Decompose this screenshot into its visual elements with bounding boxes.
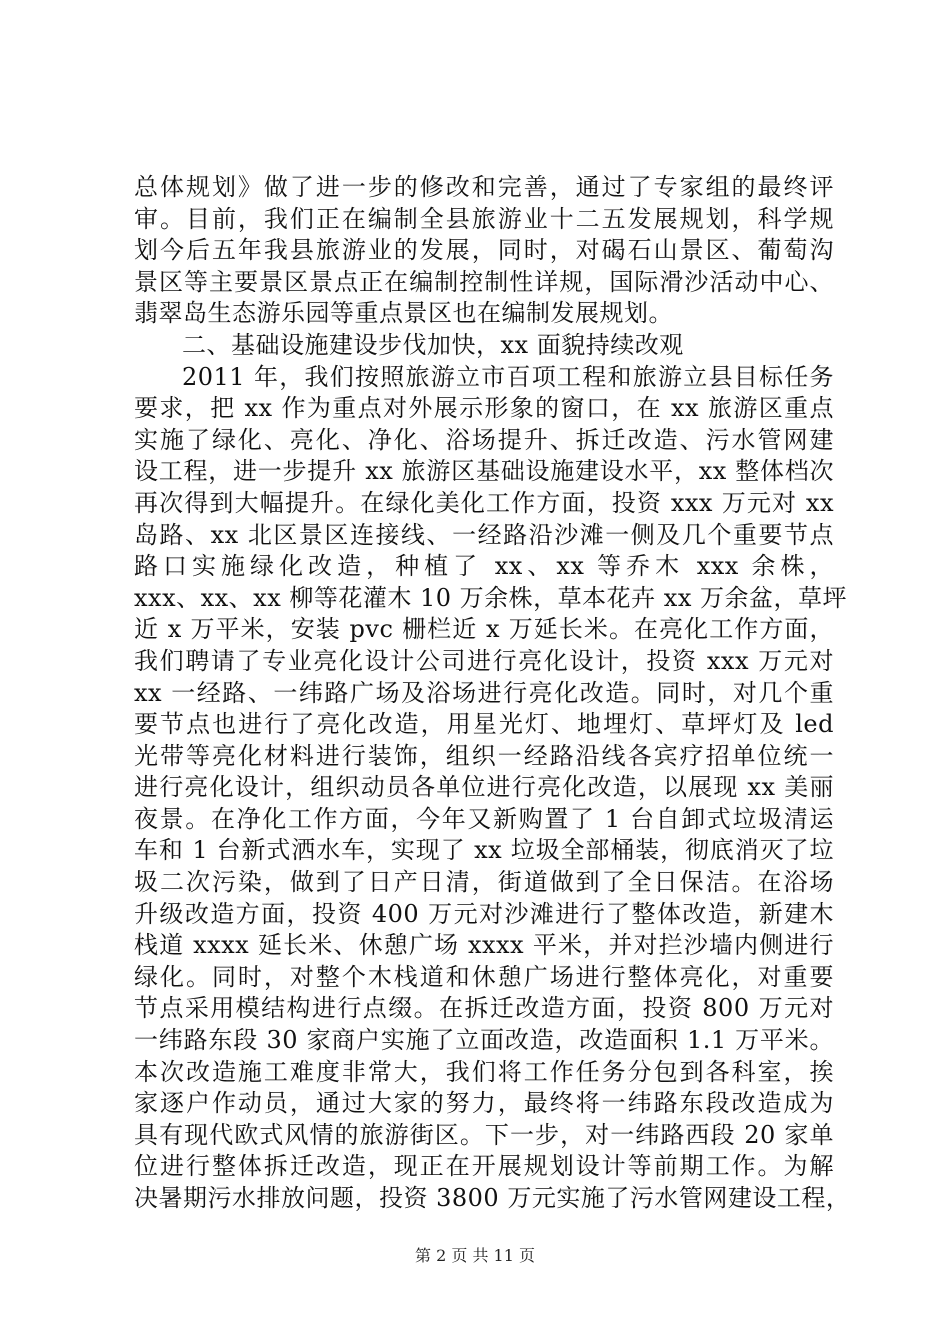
text-line: 近 x 万平米，安装 pvc 栅栏近 x 万延长米。在亮化工作方面， bbox=[134, 615, 834, 644]
text-line: 再次得到大幅提升。在绿化美化工作方面，投资 xxx 万元对 xx bbox=[134, 488, 834, 517]
page-number-footer: 第 2 页 共 11 页 bbox=[415, 1246, 535, 1265]
text-line: 路口实施绿化改造，种植了 xx、xx 等乔木 xxx 余株， bbox=[134, 552, 834, 581]
section-heading: 二、基础设施建设步伐加快，xx 面貌持续改观 bbox=[182, 330, 684, 359]
text-line: 夜景。在净化工作方面，今年又新购置了 1 台自卸式垃圾清运 bbox=[134, 804, 834, 833]
text-line: 车和 1 台新式洒水车，实现了 xx 垃圾全部桶装，彻底消灭了垃 bbox=[134, 836, 834, 865]
text-line: 要求，把 xx 作为重点对外展示形象的窗口，在 xx 旅游区重点 bbox=[134, 394, 834, 423]
text-line: 我们聘请了专业亮化设计公司进行亮化设计，投资 xxx 万元对 bbox=[134, 646, 834, 675]
text-line: 决暑期污水排放问题，投资 3800 万元实施了污水管网建设工程， bbox=[134, 1184, 851, 1212]
text-line: 要节点也进行了亮化改造，用星光灯、地埋灯、草坪灯及 led bbox=[134, 710, 834, 739]
text-line: 本次改造施工难度非常大，我们将工作任务分包到各科室，挨 bbox=[134, 1057, 834, 1086]
document-body bbox=[134, 172, 851, 1215]
text-line: 家逐户作动员，通过大家的努力，最终将一纬路东段改造成为 bbox=[134, 1089, 834, 1118]
text-line: 圾二次污染，做到了日产日清，街道做到了全日保洁。在浴场 bbox=[134, 868, 834, 897]
text-line: 审。目前，我们正在编制全县旅游业十二五发展规划，科学规 bbox=[134, 204, 834, 233]
text-line: 岛路、xx 北区景区连接线、一经路沿沙滩一侧及几个重要节点 bbox=[134, 520, 834, 549]
text-line: 升级改造方面，投资 400 万元对沙滩进行了整体改造，新建木 bbox=[134, 899, 834, 928]
text-line: 景区等主要景区景点正在编制控制性详规，国际滑沙活动中心、 bbox=[134, 267, 834, 296]
text-line: 绿化。同时，对整个木栈道和休憩广场进行整体亮化，对重要 bbox=[134, 962, 834, 991]
text-line: 一纬路东段 30 家商户实施了立面改造，改造面积 1.1 万平米。 bbox=[134, 1026, 834, 1055]
text-line: 实施了绿化、亮化、净化、浴场提升、拆迁改造、污水管网建 bbox=[134, 425, 834, 454]
text-line: 进行亮化设计，组织动员各单位进行亮化改造，以展现 xx 美丽 bbox=[134, 773, 834, 802]
text-line: 设工程，进一步提升 xx 旅游区基础设施建设水平，xx 整体档次 bbox=[134, 457, 834, 486]
text-line: 栈道 xxxx 延长米、休憩广场 xxxx 平米，并对拦沙墙内侧进行 bbox=[134, 931, 834, 960]
text-line: 具有现代欧式风情的旅游街区。下一步，对一纬路西段 20 家单 bbox=[134, 1120, 834, 1149]
text-line: 翡翠岛生态游乐园等重点景区也在编制发展规划。 bbox=[134, 299, 673, 328]
text-line: xxx、xx、xx 柳等花灌木 10 万余株，草本花卉 xx 万余盆，草坪 bbox=[134, 583, 847, 612]
text-line: 节点采用模结构进行点缀。在拆迁改造方面，投资 800 万元对 bbox=[134, 994, 834, 1023]
text-line: 位进行整体拆迁改造，现正在开展规划设计等前期工作。为解 bbox=[134, 1152, 834, 1181]
text-line: 光带等亮化材料进行装饰，组织一经路沿线各宾疗招单位统一 bbox=[134, 741, 834, 770]
text-line: 总体规划》做了进一步的修改和完善，通过了专家组的最终评 bbox=[134, 173, 834, 201]
text-line: 2011 年，我们按照旅游立市百项工程和旅游立县目标任务 bbox=[182, 362, 834, 391]
text-line: 划今后五年我县旅游业的发展，同时，对碣石山景区、葡萄沟 bbox=[134, 236, 834, 265]
text-line: xx 一经路、一纬路广场及浴场进行亮化改造。同时，对几个重 bbox=[134, 678, 834, 707]
